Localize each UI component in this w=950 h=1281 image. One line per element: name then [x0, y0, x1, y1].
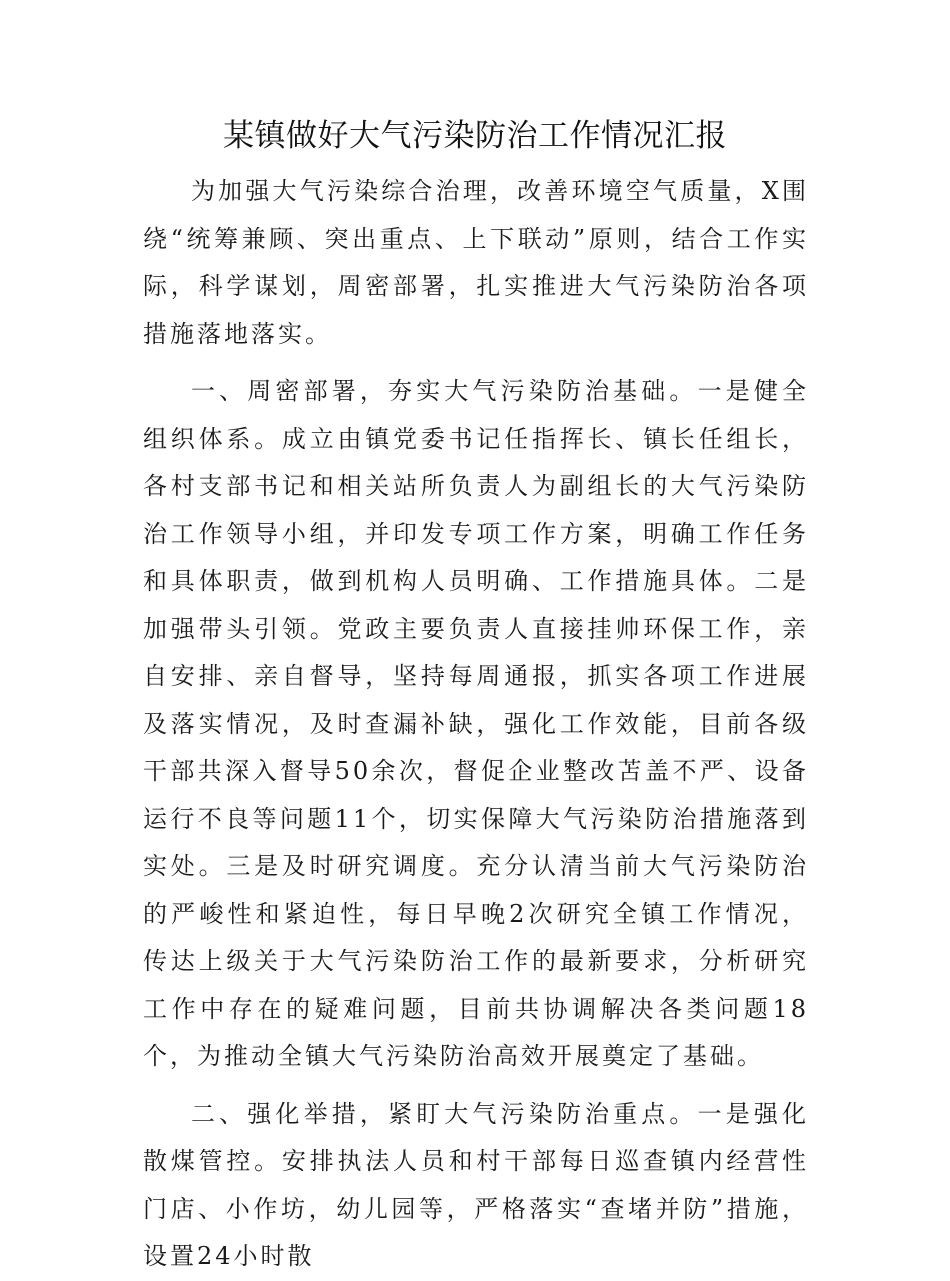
document-title: 某镇做好大气污染防治工作情况汇报	[223, 118, 727, 154]
paragraph-section-one: 一、周密部署，夯实大气污染防治基础。一是健全组织体系。成立由镇党委书记任指挥长、镇长任组长，各村支部书记和相关站所负责人为副组长的大气污染防治工作领导小组，并印发专项工作方案，明确工作任务和具体职责，做到机构人员明确、工作措施具体。二是加强带头引领。党政主要负责人直接挂帅环保工作，亲自安排、亲自督导，坚持每周通报，抓实各项工作进展及落实情况，及时查漏补缺，强化工作效能，目前各级干部共深入督导50余次，督促企业整改苫盖不严、设备运行不良等问题11个，切实保障大气污染防治措施落到实处。三是及时研究调度。充分认清当前大气污染防治的严峻性和紧迫性，每日早晚2次研究全镇工作情况，传达上级关于大气污染防治工作的最新要求，分析研究工作中存在的疑难问题，目前共协调解决各类问题18个，为推动全镇大气污染防治高效开展奠定了基础。	[143, 377, 809, 1070]
paragraph-intro: 为加强大气污染综合治理，改善环境空气质量，X围绕“统筹兼顾、突出重点、上下联动”原则，结合工作实际，科学谋划，周密部署，扎实推进大气污染防治各项措施落地落实。	[143, 177, 809, 348]
paragraph-section-two: 二、强化举措，紧盯大气污染防治重点。一是强化散煤管控。安排执法人员和村干部每日巡查镇内经营性门店、小作坊，幼儿园等，严格落实“查堵并防”措施，设置24小时散	[143, 1099, 809, 1270]
document-body	[143, 168, 809, 1281]
